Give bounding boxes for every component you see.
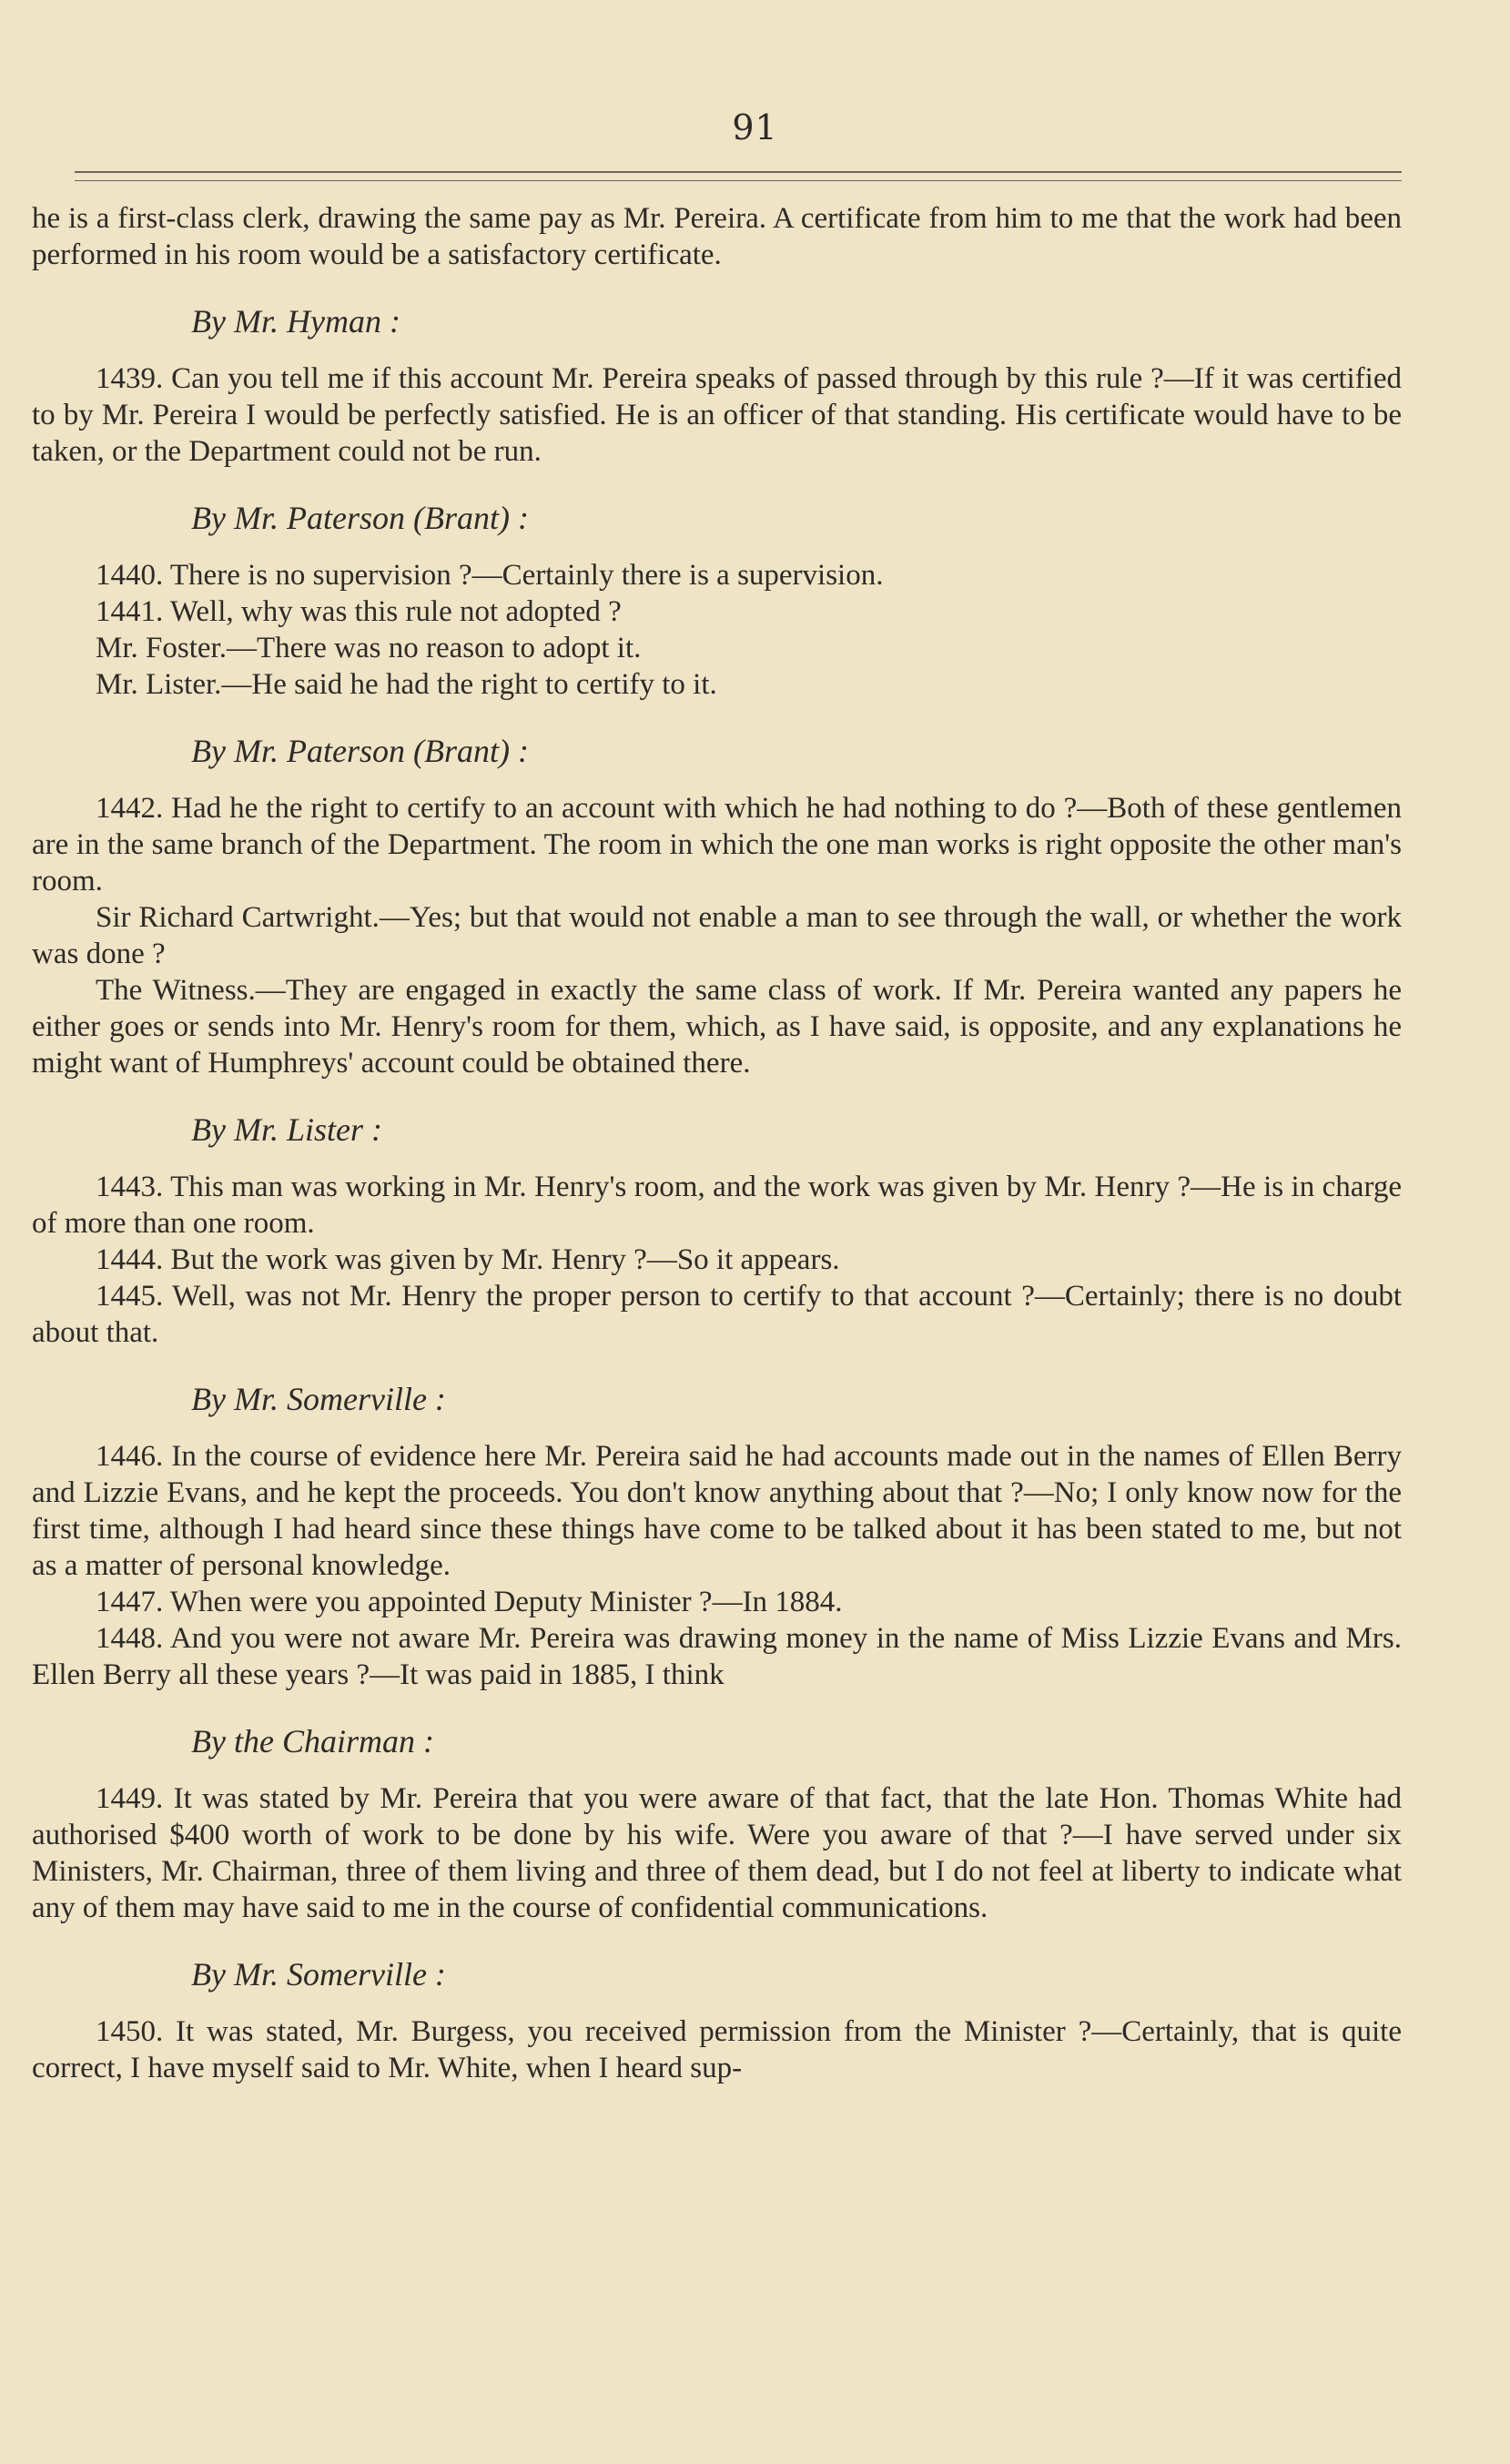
paragraph: 1441. Well, why was this rule not adopted ? [96,595,622,628]
paragraph: 1443. This man was working in Mr. Henry's room, and the work was given by Mr. Henry ?—He is in charge of more than one room. [32,1171,1402,1240]
section-heading: By Mr. Lister : [191,1111,382,1148]
paragraph: he is a first-class clerk, drawing the same pay as Mr. Pereira. A certificate from him to me that the work had been performed in his room would be a satisfactory certificate. [32,202,1402,271]
section-heading: By Mr. Somerville : [191,1381,446,1417]
paragraph: 1447. When were you appointed Deputy Minister ?—In 1884. [96,1586,843,1618]
section-heading: By Mr. Somerville : [191,1956,446,1992]
paragraph: Mr. Foster.—There was no reason to adopt it. [96,632,642,664]
header-rule-bottom [75,180,1402,181]
paragraph: Mr. Lister.—He said he had the right to certify to it. [96,668,717,701]
paragraph: 1440. There is no supervision ?—Certainly there is a supervision. [96,559,884,592]
paragraph: 1442. Had he the right to certify to an account with which he had nothing to do ?—Both of these gentlemen are in the same branch of the Department. The room in which the one man works is right opposite the other man's room. [32,792,1402,897]
header-rule-top [75,171,1402,173]
section-heading: By Mr. Paterson (Brant) : [191,733,529,769]
paragraph: 1445. Well, was not Mr. Henry the proper person to certify to that account ?—Certainly; there is no doubt about that. [32,1280,1402,1349]
paragraph: Sir Richard Cartwright.—Yes; but that would not enable a man to see through the wall, or whether the work was done ? [32,901,1402,970]
paragraph: 1449. It was stated by Mr. Pereira that you were aware of that fact, that the late Hon. Thomas White had authorised $400 worth of work to be done by his wife. Were you aware of that ?—I have served under six Ministers, Mr. Chairman, three of them living and three of them dead, but I do not feel at liberty to indicate what any of them may have said to me in the course of confidential communications. [32,1782,1402,1924]
page-number: 91 [732,107,778,147]
paragraph: 1448. And you were not aware Mr. Pereira was drawing money in the name of Miss Lizzie Evans and Mrs. Ellen Berry all these years ?—It was paid in 1885, I think [32,1622,1402,1691]
paragraph: 1439. Can you tell me if this account Mr. Pereira speaks of passed through by this rule ?—If it was certified to by Mr. Pereira I would be perfectly satisfied. He is an officer of that standing. His certificate would have to be taken, or the Department could not be run. [32,362,1402,468]
paragraph: 1444. But the work was given by Mr. Henry ?—So it appears. [96,1243,840,1276]
section-heading: By the Chairman : [191,1723,434,1759]
paragraph: 1450. It was stated, Mr. Burgess, you received permission from the Minister ?—Certainly, that is quite correct, I have myself said to Mr. White, when I heard sup- [32,2015,1402,2084]
paragraph: 1446. In the course of evidence here Mr. Pereira said he had accounts made out in the names of Ellen Berry and Lizzie Evans, and he kept the proceeds. You don't know anything about that ?—No; I only know now for the first time, although I had heard since these things have come to be talked about it has been stated to me, but not as a matter of personal knowledge. [32,1440,1402,1582]
section-heading: By Mr. Paterson (Brant) : [191,500,529,536]
document-body [32,200,1402,2086]
section-heading: By Mr. Hyman : [191,303,400,340]
paragraph: The Witness.—They are engaged in exactly the same class of work. If Mr. Pereira wanted any papers he either goes or sends into Mr. Henry's room for them, which, as I have said, is opposite, and any explanations he might want of Humphreys' account could be obtained there. [32,974,1402,1080]
